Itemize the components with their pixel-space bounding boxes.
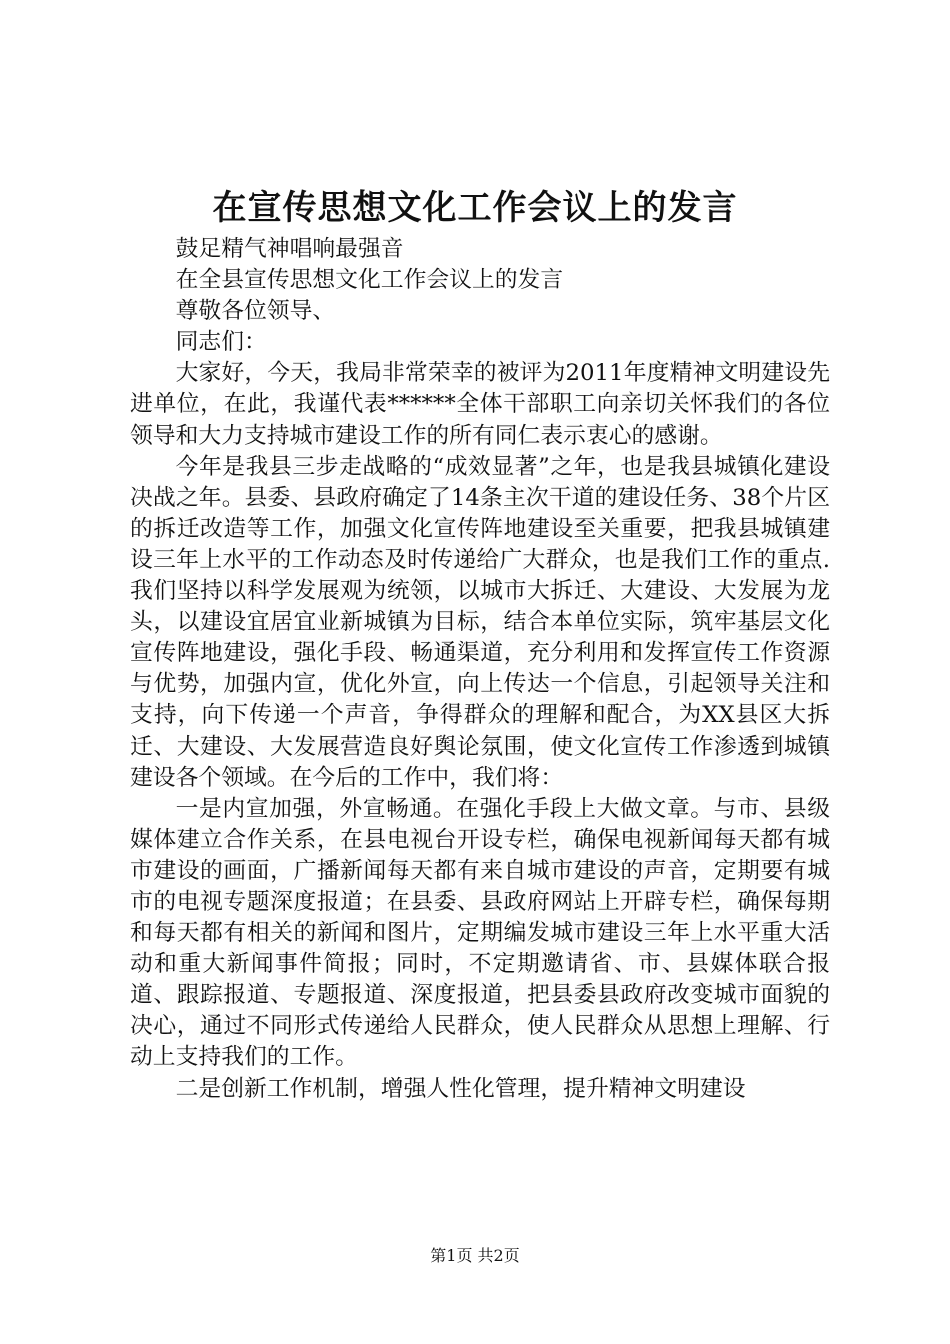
document-body xyxy=(130,234,830,1105)
paragraph-this-year: 今年是我县三步走战略的“成效显著”之年，也是我县城镇化建设决战之年。县委、县政府确定了14条主次干道的建设任务、38个片区的拆迁改造等工作，加强文化宣传阵地建设至关重要，把我县城镇建设三年上水平的工作动态及时传递给广大群众，也是我们工作的重点.我们坚持以科学发展观为统领，以城市大拆迁、大建设、大发展为龙头，以建设宜居宜业新城镇为目标，结合本单位实际，筑牢基层文化宣传阵地建设，强化手段、畅通渠道，充分利用和发挥宣传工作资源与优势，加强内宣，优化外宣，向上传达一个信息，引起领导关注和支持，向下传递一个声音，争得群众的理解和配合，为XX县区大拆迁、大建设、大发展营造良好舆论氛围，使文化宣传工作渗透到城镇建设各个领域。在今后的工作中，我们将： xyxy=(130,453,830,791)
page-number: 第1页 共2页 xyxy=(430,1246,520,1265)
paragraph-occasion: 在全县宣传思想文化工作会议上的发言 xyxy=(175,267,564,294)
paragraph-point-one: 一是内宣加强，外宣畅通。在强化手段上大做文章。与市、县级媒体建立合作关系，在县电视台开设专栏，确保电视新闻每天都有城市建设的画面，广播新闻每天都有来自城市建设的声音，定期要有城市的电视专题深度报道；在县委、县政府网站上开辟专栏，确保每期和每天都有相关的新闻和图片，定期编发城市建设三年上水平重大活动和重大新闻事件简报；同时，不定期邀请省、市、县媒体联合报道、跟踪报道、专题报道、深度报道，把县委县政府改变城市面貌的决心，通过不同形式传递给人民群众，使人民群众从思想上理解、行动上支持我们的工作。 xyxy=(130,795,830,1071)
paragraph-point-two: 二是创新工作机制，增强人性化管理，提升精神文明建设 xyxy=(175,1075,746,1102)
paragraph-salutation-comrades: 同志们： xyxy=(175,329,267,356)
paragraph-subtitle: 鼓足精气神唱响最强音 xyxy=(175,236,404,262)
paragraph-greeting: 大家好，今天，我局非常荣幸的被评为2011年度精神文明建设先进单位，在此，我谨代表******全体干部职工向亲切关怀我们的各位领导和大力支持城市建设工作的所有同仁表示衷心的感谢。 xyxy=(130,360,830,449)
document-title: 在宣传思想文化工作会议上的发言 xyxy=(212,188,738,228)
paragraph-salutation-leaders: 尊敬各位领导、 xyxy=(175,298,336,325)
